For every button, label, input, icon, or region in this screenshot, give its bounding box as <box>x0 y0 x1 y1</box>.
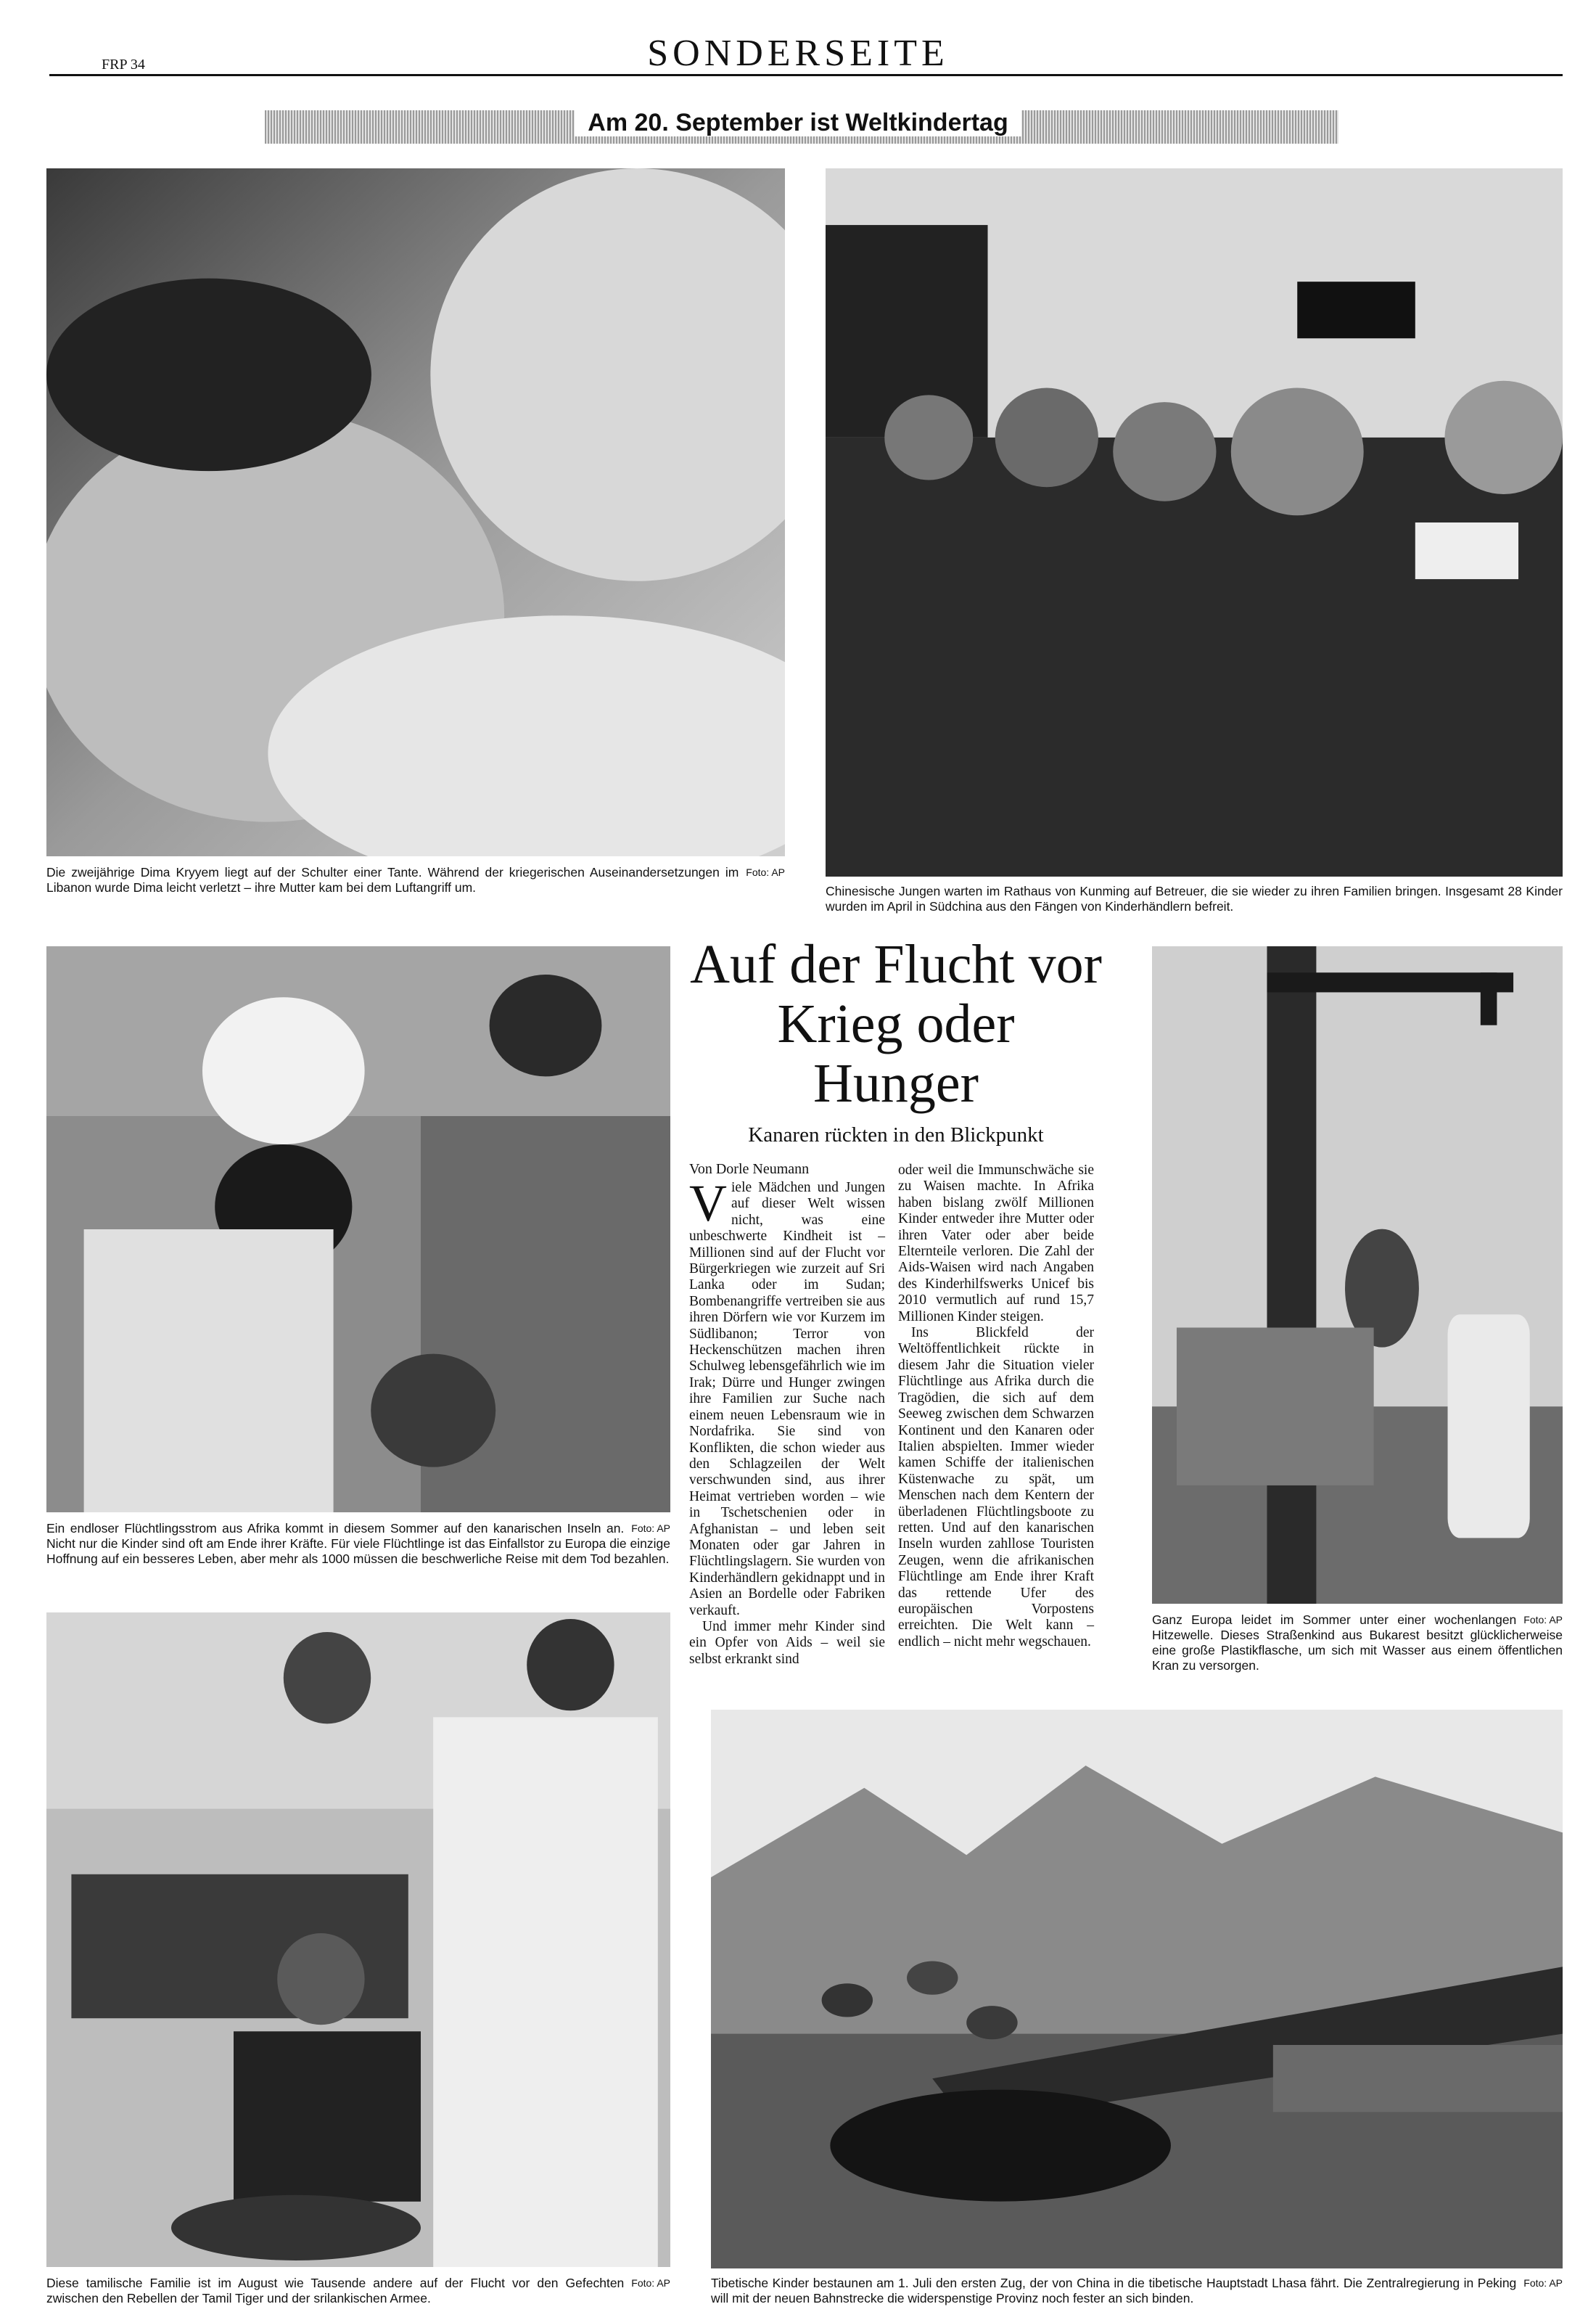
caption-tamil <box>46 2276 670 2306</box>
caption-kunming <box>826 884 1563 914</box>
caption-bukarest <box>1152 1612 1563 1673</box>
article-byline: Von Dorle Neumann <box>689 1161 810 1177</box>
article-paragraph: Und immer mehr Kinder sind ein Opfer von Aids – weil sie selbst erkrankt sind <box>689 1618 885 1667</box>
credit-bukarest: Foto: AP <box>1523 1614 1563 1626</box>
photo-dima <box>46 168 785 856</box>
caption-tibet-text: Tibetische Kinder bestaunen am 1. Juli den ersten Zug, der von China in die tibetische Hauptstadt Lhasa fährt. Die Zentralregierung in Peking will mit der neuen Bahnstrecke die widerspenstige Provinz noch fester an sich binden. <box>711 2276 1517 2305</box>
article-paragraph: Ins Blickfeld der Weltöffentlichkeit rückte in diesem Jahr die Situation vieler Flüchtlinge aus Afrika durch die Tragödien, die sich auf dem Seeweg zwischen dem Schwarzen Kontinent und den Kanaren oder Italien abspielten. Immer wieder kamen Schiffe der italienischen Küstenwache zu spät, um Menschen nach dem Kentern der überladenen Flüchtlingsboote zu retten. Und auf den kanarischen Inseln wurden zahllose Touristen Zeugen, wenn die afrikanischen Flüchtlinge am Ende ihrer Kraft das rettende Ufer des europäischen Vorpostens erreichten. Die Welt kann – endlich – nicht mehr wegschauen. <box>898 1325 1094 1649</box>
credit-kanaren: Foto: AP <box>631 1522 670 1534</box>
article-paragraph-text: iele Mädchen und Jungen auf dieser Welt wissen nicht, was eine unbeschwerte Kindheit ist – Millionen sind auf der Flucht vor Bürgerkriegen wie zurzeit auf Sri Lanka oder im Sudan; Bombenangriffe vertreiben sie aus ihren Dörfern wie vor Kurzem im Südlibanon; Terror von Heckenschützen machen ihren Schulweg lebensgefährlich wie im Irak; Dürre und Hunger zwingen ihre Familien zur Suche nach einem neuen Lebensraum wie in Nordafrika. Sie sind von Konflikten, die schon wieder aus den Schlagzeilen der Welt verschwunden sind, aus ihrer Heimat vertrieben worden – wie in Tschetschenien oder in Afghanistan – und leben seit Monaten oder gar Jahren in Flüchtlingslagern. Sie wurden von Kinderhändlern gekidnappt und in Asien an Bordelle oder Fabriken verkauft. <box>689 1180 885 1618</box>
caption-kanaren-text: Ein endloser Flüchtlingsstrom aus Afrika kommt in diesem Sommer auf den kanarischen Inseln an. Nicht nur die Kinder sind oft am Ende ihrer Kräfte. Für viele Flüchtlinge ist das Einfallstor zu Europa die einzige Hoffnung auf ein besseres Leben, aber mehr als 1000 müssen die beschwerliche Reise mit dem Tod bezahlen. <box>46 1521 670 1566</box>
article-subhead: Kanaren rückten in den Blickpunkt <box>748 1123 1044 1147</box>
header-rule <box>49 74 1563 76</box>
credit-tamil: Foto: AP <box>631 2277 670 2289</box>
article-paragraph: oder weil die Immunschwäche sie zu Waisen machte. In Afrika haben bislang zwölf Millionen Kinder entweder ihre Mutter oder ihren Vater oder aber beide Elternteile verloren. Die Zahl der Aids-Waisen wird nach Angaben des Kinderhilfswerks Unicef bis 2010 vermutlich auf rund 15,7 Millionen Kinder steigen. <box>898 1163 1094 1324</box>
caption-kunming-text: Chinesische Jungen warten im Rathaus von Kunming auf Betreuer, die sie wieder zu ihren Familien bringen. Insgesamt 28 Kinder wurden im April in Südchina aus den Fängen von Kinderhändlern befreit. <box>826 884 1563 914</box>
caption-dima <box>46 865 785 895</box>
caption-bukarest-text: Ganz Europa leidet im Sommer unter einer wochenlangen Hitzewelle. Dieses Straßenkind aus Bukarest besitzt glücklicherweise eine große Plastikflasche, um sich mit Wasser aus einem öffentlichen Kran zu versorgen. <box>1152 1612 1563 1673</box>
article-column-1 <box>689 1174 885 1668</box>
photo-kunming <box>826 168 1563 877</box>
article-headline: Auf der Flucht vor Krieg oder Hunger <box>690 934 1102 1114</box>
article-dropcap: V <box>689 1174 727 1232</box>
caption-tibet <box>711 2276 1563 2306</box>
caption-kanaren <box>46 1521 670 1567</box>
article-paragraph <box>689 1174 885 1619</box>
banner-label: Am 20. September ist Weltkindertag <box>575 109 1021 136</box>
caption-dima-text: Die zweijährige Dima Kryyem liegt auf der Schulter einer Tante. Während der kriegerischen Auseinandersetzungen im Libanon wurde Dima leicht verletzt – ihre Mutter kam bei dem Luftangriff um. <box>46 865 739 895</box>
photo-tibet <box>711 1710 1563 2268</box>
photo-kanaren <box>46 946 670 1512</box>
section-title: SONDERSEITE <box>647 33 949 74</box>
article-column-2 <box>898 1163 1094 1650</box>
page-number: FRP 34 <box>102 57 145 73</box>
photo-bukarest <box>1152 946 1563 1604</box>
photo-tamil <box>46 1612 670 2267</box>
credit-dima: Foto: AP <box>746 866 785 878</box>
credit-tibet: Foto: AP <box>1523 2277 1563 2289</box>
banner-text <box>0 109 1596 137</box>
caption-tamil-text: Diese tamilische Familie ist im August wie Tausende andere auf der Flucht vor den Gefechten zwischen den Rebellen der Tamil Tiger und der srilankischen Armee. <box>46 2276 625 2305</box>
